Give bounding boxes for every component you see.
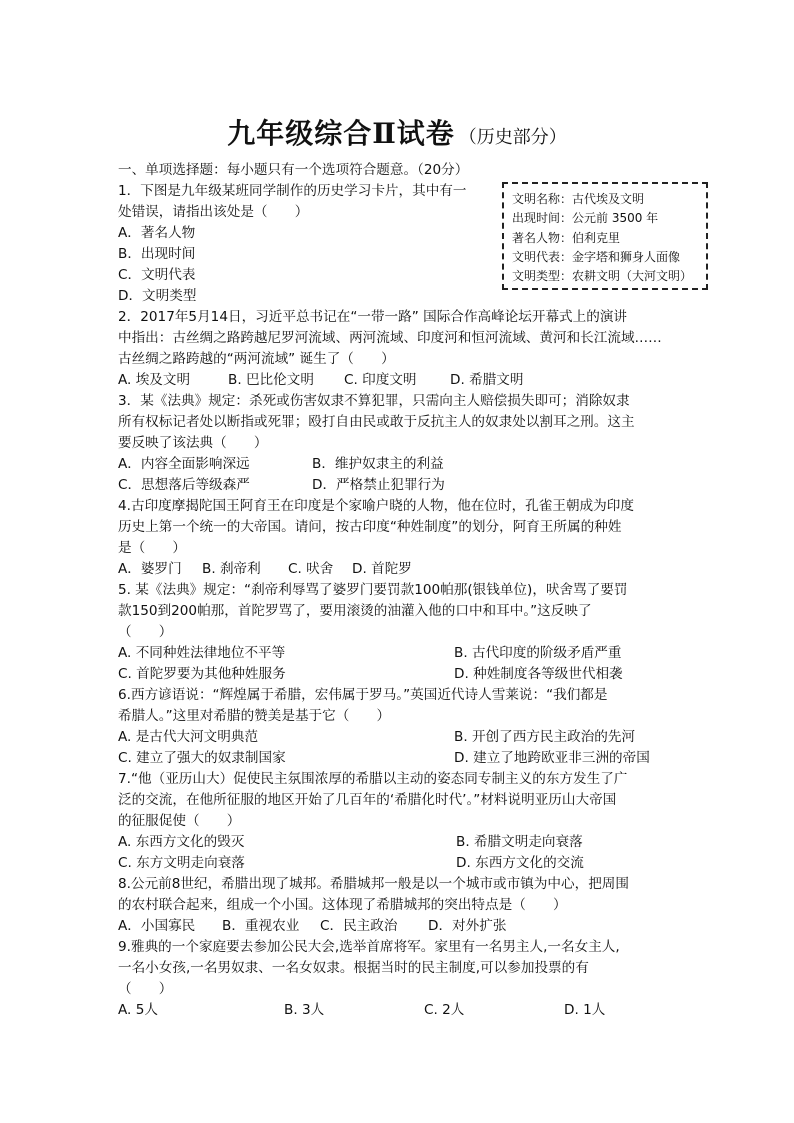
q9-stem: （ ）	[118, 981, 173, 997]
q7-stem: 7.“他（亚历山大）促使民主氛围浓厚的希腊以主动的姿态同专制主义的东方发生了广	[118, 771, 628, 787]
q3-option-c: C．思想落后等级森严	[118, 477, 250, 493]
q3-stem: 要反映了该法典（ ）	[118, 435, 268, 451]
q7-stem: 泛的交流，在他所征服的地区开始了几百年的‘希腊化时代’。”材料说明亚历山大帝国	[118, 792, 617, 808]
card-row: 出现时间：公元前 3500 年	[512, 211, 659, 226]
q4-option-b: B. 刹帝利	[202, 561, 261, 577]
title-sub: （历史部分）	[458, 127, 567, 148]
card-row: 文明代表：金字塔和狮身人面像	[512, 249, 681, 264]
q3-stem: 3．某《法典》规定：杀死或伤害奴隶不算犯罪，只需向主人赔偿损失即可；消除奴隶	[118, 393, 630, 409]
q6-option-a: A. 是古代大河文明典范	[118, 729, 259, 745]
q2-option-c: C. 印度文明	[344, 372, 417, 388]
q3-stem: 所有权标记者处以断指或死罪；殴打自由民或敢于反抗主人的奴隶处以割耳之刑。这主	[118, 414, 635, 430]
q4-option-d: D. 首陀罗	[352, 561, 412, 577]
q9-option-d: D. 1人	[564, 1002, 606, 1018]
q7-option-b: B. 希腊文明走向衰落	[456, 834, 583, 850]
q9-stem: 一名小女孩,一名男奴隶、一名女奴隶。根据当时的民主制度,可以参加投票的有	[118, 960, 589, 976]
q6-option-c: C. 建立了强大的奴隶制国家	[118, 750, 286, 766]
q2-stem: 古丝绸之路跨越的“两河流域” 诞生了（ ）	[118, 351, 395, 367]
q2-option-b: B. 巴比伦文明	[228, 372, 314, 388]
card-row: 文明名称：古代埃及文明	[512, 192, 645, 206]
q1-stem: 1．下图是九年级某班同学制作的历史学习卡片，其中有一	[118, 183, 467, 199]
q2-stem: 中指出：古丝绸之路跨越尼罗河流域、两河流域、印度河和恒河流域、黄河和长江流域……	[118, 330, 662, 346]
q7-option-a: A. 东西方文化的毁灭	[118, 834, 245, 850]
q4-option-a: A．婆罗门	[118, 561, 182, 577]
q9-option-a: A. 5人	[118, 1002, 158, 1018]
q6-options-row1	[118, 727, 678, 748]
exam-body	[118, 160, 678, 1021]
q8-option-d: D．对外扩张	[428, 918, 507, 934]
q9-option-c: C. 2人	[424, 1002, 465, 1018]
q4-options	[118, 559, 678, 580]
q2-options	[118, 370, 678, 391]
q8-stem: 8.公元前8世纪，希腊出现了城邦。希腊城邦一般是以一个城市或市镇为中心，把周围	[118, 876, 629, 892]
q2-option-a: A. 埃及文明	[118, 372, 191, 388]
exam-title	[0, 112, 794, 152]
q1-stem: 处错误，请指出该处是（ ）	[118, 204, 309, 220]
q9-stem: 9.雅典的一个家庭要去参加公民大会,选举首席将军。家里有一名男主人,一名女主人,	[118, 939, 620, 955]
q3-options-row1	[118, 454, 678, 475]
q6-option-d: D. 建立了地跨欧亚非三洲的帝国	[454, 750, 650, 766]
q3-option-d: D．严格禁止犯罪行为	[312, 477, 445, 493]
q8-options	[118, 916, 678, 937]
q7-options-row2	[118, 853, 678, 874]
q1-option-d: D．文明类型	[118, 288, 197, 304]
q8-option-b: B．重视农业	[222, 918, 300, 934]
q2-stem: 2．2017年5月14日，习近平总书记在“一带一路” 国际合作高峰论坛开幕式上的演讲	[118, 309, 627, 325]
q2-option-d: D. 希腊文明	[450, 372, 524, 388]
q5-options-row2	[118, 664, 678, 685]
q1-option-a: A．著名人物	[118, 225, 196, 241]
q8-option-c: C．民主政治	[320, 918, 398, 934]
q6-stem: 6.西方谚语说：“辉煌属于希腊，宏伟属于罗马。”英国近代诗人雪莱说：“我们都是	[118, 687, 608, 703]
q8-option-a: A．小国寡民	[118, 918, 196, 934]
q5-stem: 5. 某《法典》规定：“刹帝利辱骂了婆罗门要罚款100帕那(银钱单位)，吠舍骂了要罚	[118, 582, 628, 598]
q3-options-row2	[118, 475, 678, 496]
q5-option-d: D. 种姓制度各等级世代相袭	[454, 666, 623, 682]
q4-stem: 历史上第一个统一的大帝国。请问，按古印度“种姓制度”的划分，阿育王所属的种姓	[118, 519, 622, 535]
card-row: 文明类型：农耕文明（大河文明）	[512, 269, 693, 284]
q5-option-c: C. 首陀罗要为其他种姓服务	[118, 666, 286, 682]
q7-option-d: D. 东西方文化的交流	[456, 855, 584, 871]
q1-option-b: B．出现时间	[118, 246, 196, 262]
q5-option-b: B. 古代印度的阶级矛盾严重	[454, 645, 622, 661]
q7-options-row1	[118, 832, 678, 853]
q7-option-c: C. 东方文明走向衰落	[118, 855, 245, 871]
q5-stem: （ ）	[118, 624, 173, 640]
q6-options-row2	[118, 748, 678, 769]
section-header: 一、单项选择题：每小题只有一个选项符合题意。（20分）	[118, 162, 469, 178]
q5-options-row1	[118, 643, 678, 664]
q4-stem: 是（ ）	[118, 540, 186, 556]
q3-option-b: B．维护奴隶主的利益	[312, 456, 444, 472]
q5-option-a: A. 不同种姓法律地位不平等	[118, 645, 286, 661]
q4-stem: 4.古印度摩揭陀国王阿育王在印度是个家喻户晓的人物，他在位时，孔雀王朝成为印度	[118, 498, 634, 514]
q5-stem: 款150到200帕那，首陀罗骂了，要用滚烫的油灌入他的口中和耳中。”这反映了	[118, 603, 592, 619]
q9-option-b: B. 3人	[284, 1002, 325, 1018]
q7-stem: 的征服促使（ ）	[118, 813, 241, 829]
q4-option-c: C. 吠舍	[288, 561, 334, 577]
q3-option-a: A．内容全面影响深远	[118, 456, 250, 472]
q8-stem: 的农村联合起来，组成一个小国。这体现了希腊城邦的突出特点是（ ）	[118, 897, 567, 913]
card-row: 著名人物：伯利克里	[512, 230, 621, 245]
title-main: 九年级综合Ⅱ试卷	[227, 117, 455, 150]
q6-stem: 希腊人。”这里对希腊的赞美是基于它（ ）	[118, 708, 391, 724]
q9-options	[118, 1000, 678, 1021]
q1-option-c: C．文明代表	[118, 267, 196, 283]
q6-option-b: B. 开创了西方民主政治的先河	[454, 729, 636, 745]
